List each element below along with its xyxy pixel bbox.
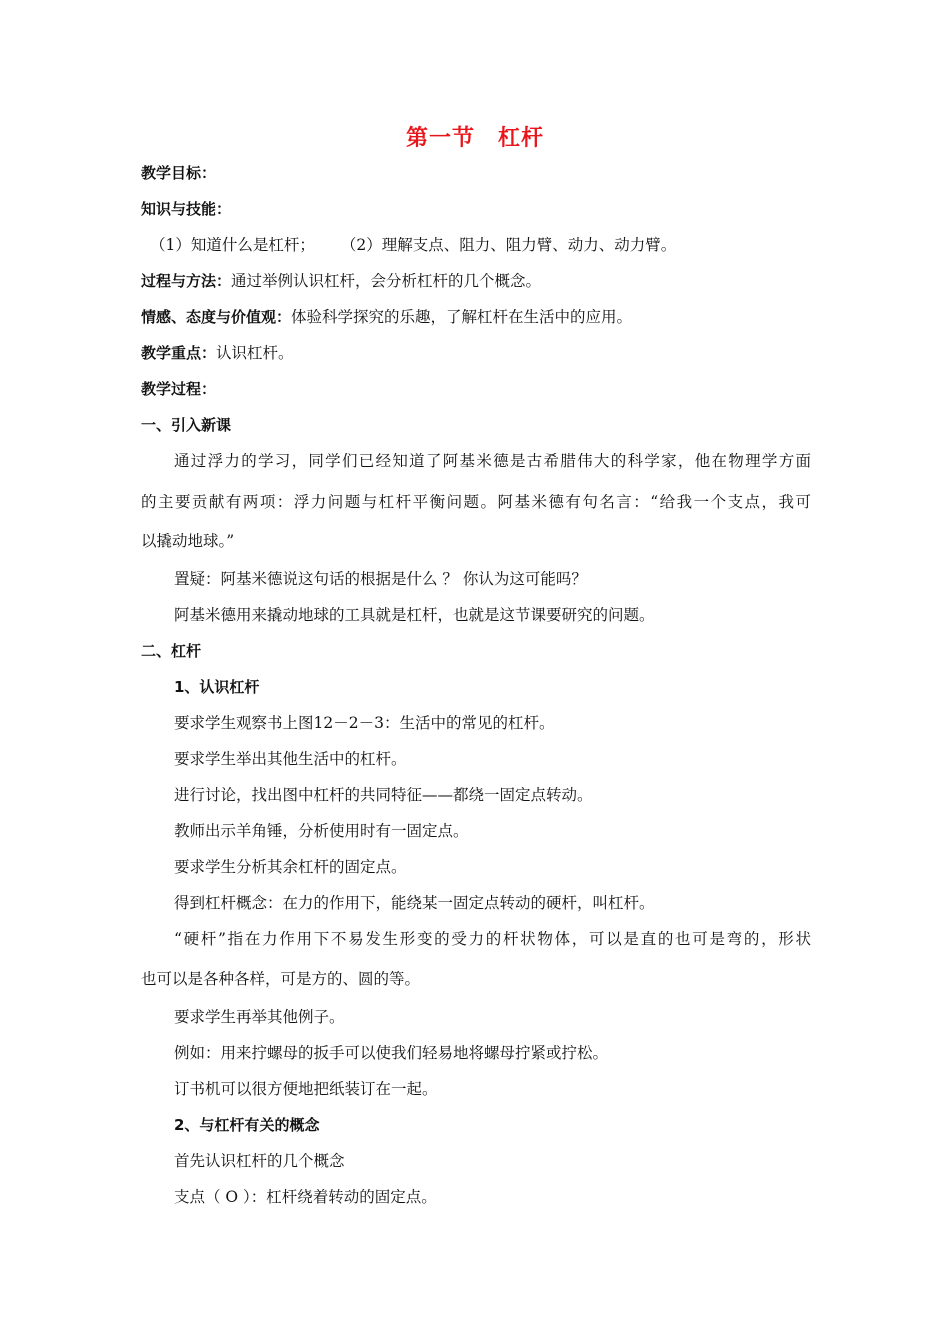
knowledge-item-1: （1）知道什么是杠杆； bbox=[150, 236, 315, 254]
sub1-line: 要求学生观察书上图12－2－3：生活中的常见的杠杆。 bbox=[174, 714, 555, 732]
sub1-line: 要求学生举出其他生活中的杠杆。 bbox=[174, 750, 407, 768]
section1-heading: 一、引入新课 bbox=[141, 416, 232, 434]
process-method-text: 通过举例认识杠杆，会分析杠杆的几个概念。 bbox=[231, 272, 542, 290]
process-heading: 教学过程： bbox=[141, 380, 217, 398]
section1-para2: 置疑：阿基米德说这句话的根据是什么 ？ 你认为这可能吗？ bbox=[174, 570, 587, 588]
key-point-line bbox=[141, 343, 294, 363]
example-line: 例如：用来拧螺母的扳手可以使我们轻易地将螺母拧紧或拧松。 bbox=[174, 1044, 609, 1062]
knowledge-label: 知识与技能： bbox=[141, 200, 232, 218]
emotion-text: 体验科学探究的乐趣，了解杠杆在生活中的应用。 bbox=[291, 308, 633, 326]
sub1-heading: 1、认识杠杆 bbox=[174, 678, 260, 696]
key-point-text: 认识杠杆。 bbox=[216, 344, 294, 362]
knowledge-items bbox=[150, 235, 676, 255]
process-method-line bbox=[141, 271, 541, 291]
sub1-line: 要求学生分析其余杠杆的固定点。 bbox=[174, 858, 407, 876]
section2-heading: 二、杠杆 bbox=[141, 642, 202, 660]
sub2-line1: 首先认识杠杆的几个概念 bbox=[174, 1152, 345, 1170]
sub1-line: 进行讨论，找出图中杠杆的共同特征——都绕一固定点转动。 bbox=[174, 786, 593, 804]
emotion-line bbox=[141, 307, 632, 327]
example-line: 订书机可以很方便地把纸装订在一起。 bbox=[174, 1080, 438, 1098]
knowledge-item-2: （2）理解支点、阻力、阻力臂、动力、动力臂。 bbox=[340, 236, 677, 254]
fulcrum-definition: 支点（ O ）：杠杆绕着转动的固定点。 bbox=[174, 1188, 437, 1206]
hard-rod-line2: 也可以是各种各样，可是方的、圆的等。 bbox=[141, 970, 421, 988]
section1-para1-line1: 通过浮力的学习，同学们已经知道了阿基米德是古希腊伟大的科学家，他在物理学方面 bbox=[174, 452, 811, 470]
key-point-label: 教学重点： bbox=[141, 344, 217, 362]
section1-para1-line2: 的主要贡献有两项：浮力问题与杠杆平衡问题。阿基米德有句名言：“给我一个支点，我可 bbox=[141, 493, 811, 511]
emotion-label: 情感、态度与价值观： bbox=[141, 308, 292, 326]
lever-definition: 得到杠杆概念：在力的作用下，能绕某一固定点转动的硬杆，叫杠杆。 bbox=[174, 894, 655, 912]
section1-para3: 阿基米德用来撬动地球的工具就是杠杆，也就是这节课要研究的问题。 bbox=[174, 606, 655, 624]
sub2-heading: 2、与杠杆有关的概念 bbox=[174, 1116, 320, 1134]
process-method-label: 过程与方法： bbox=[141, 272, 232, 290]
section1-para1-line3: 以撬动地球。” bbox=[141, 532, 235, 550]
sub1-line: 教师出示羊角锤，分析使用时有一固定点。 bbox=[174, 822, 469, 840]
objectives-heading: 教学目标： bbox=[141, 164, 217, 182]
example-line: 要求学生再举其他例子。 bbox=[174, 1008, 345, 1026]
page-title: 第一节 杠杆 bbox=[405, 126, 544, 151]
hard-rod-line1: “硬杆”指在力作用下不易发生形变的受力的杆状物体，可以是直的也可是弯的，形状 bbox=[174, 930, 811, 948]
